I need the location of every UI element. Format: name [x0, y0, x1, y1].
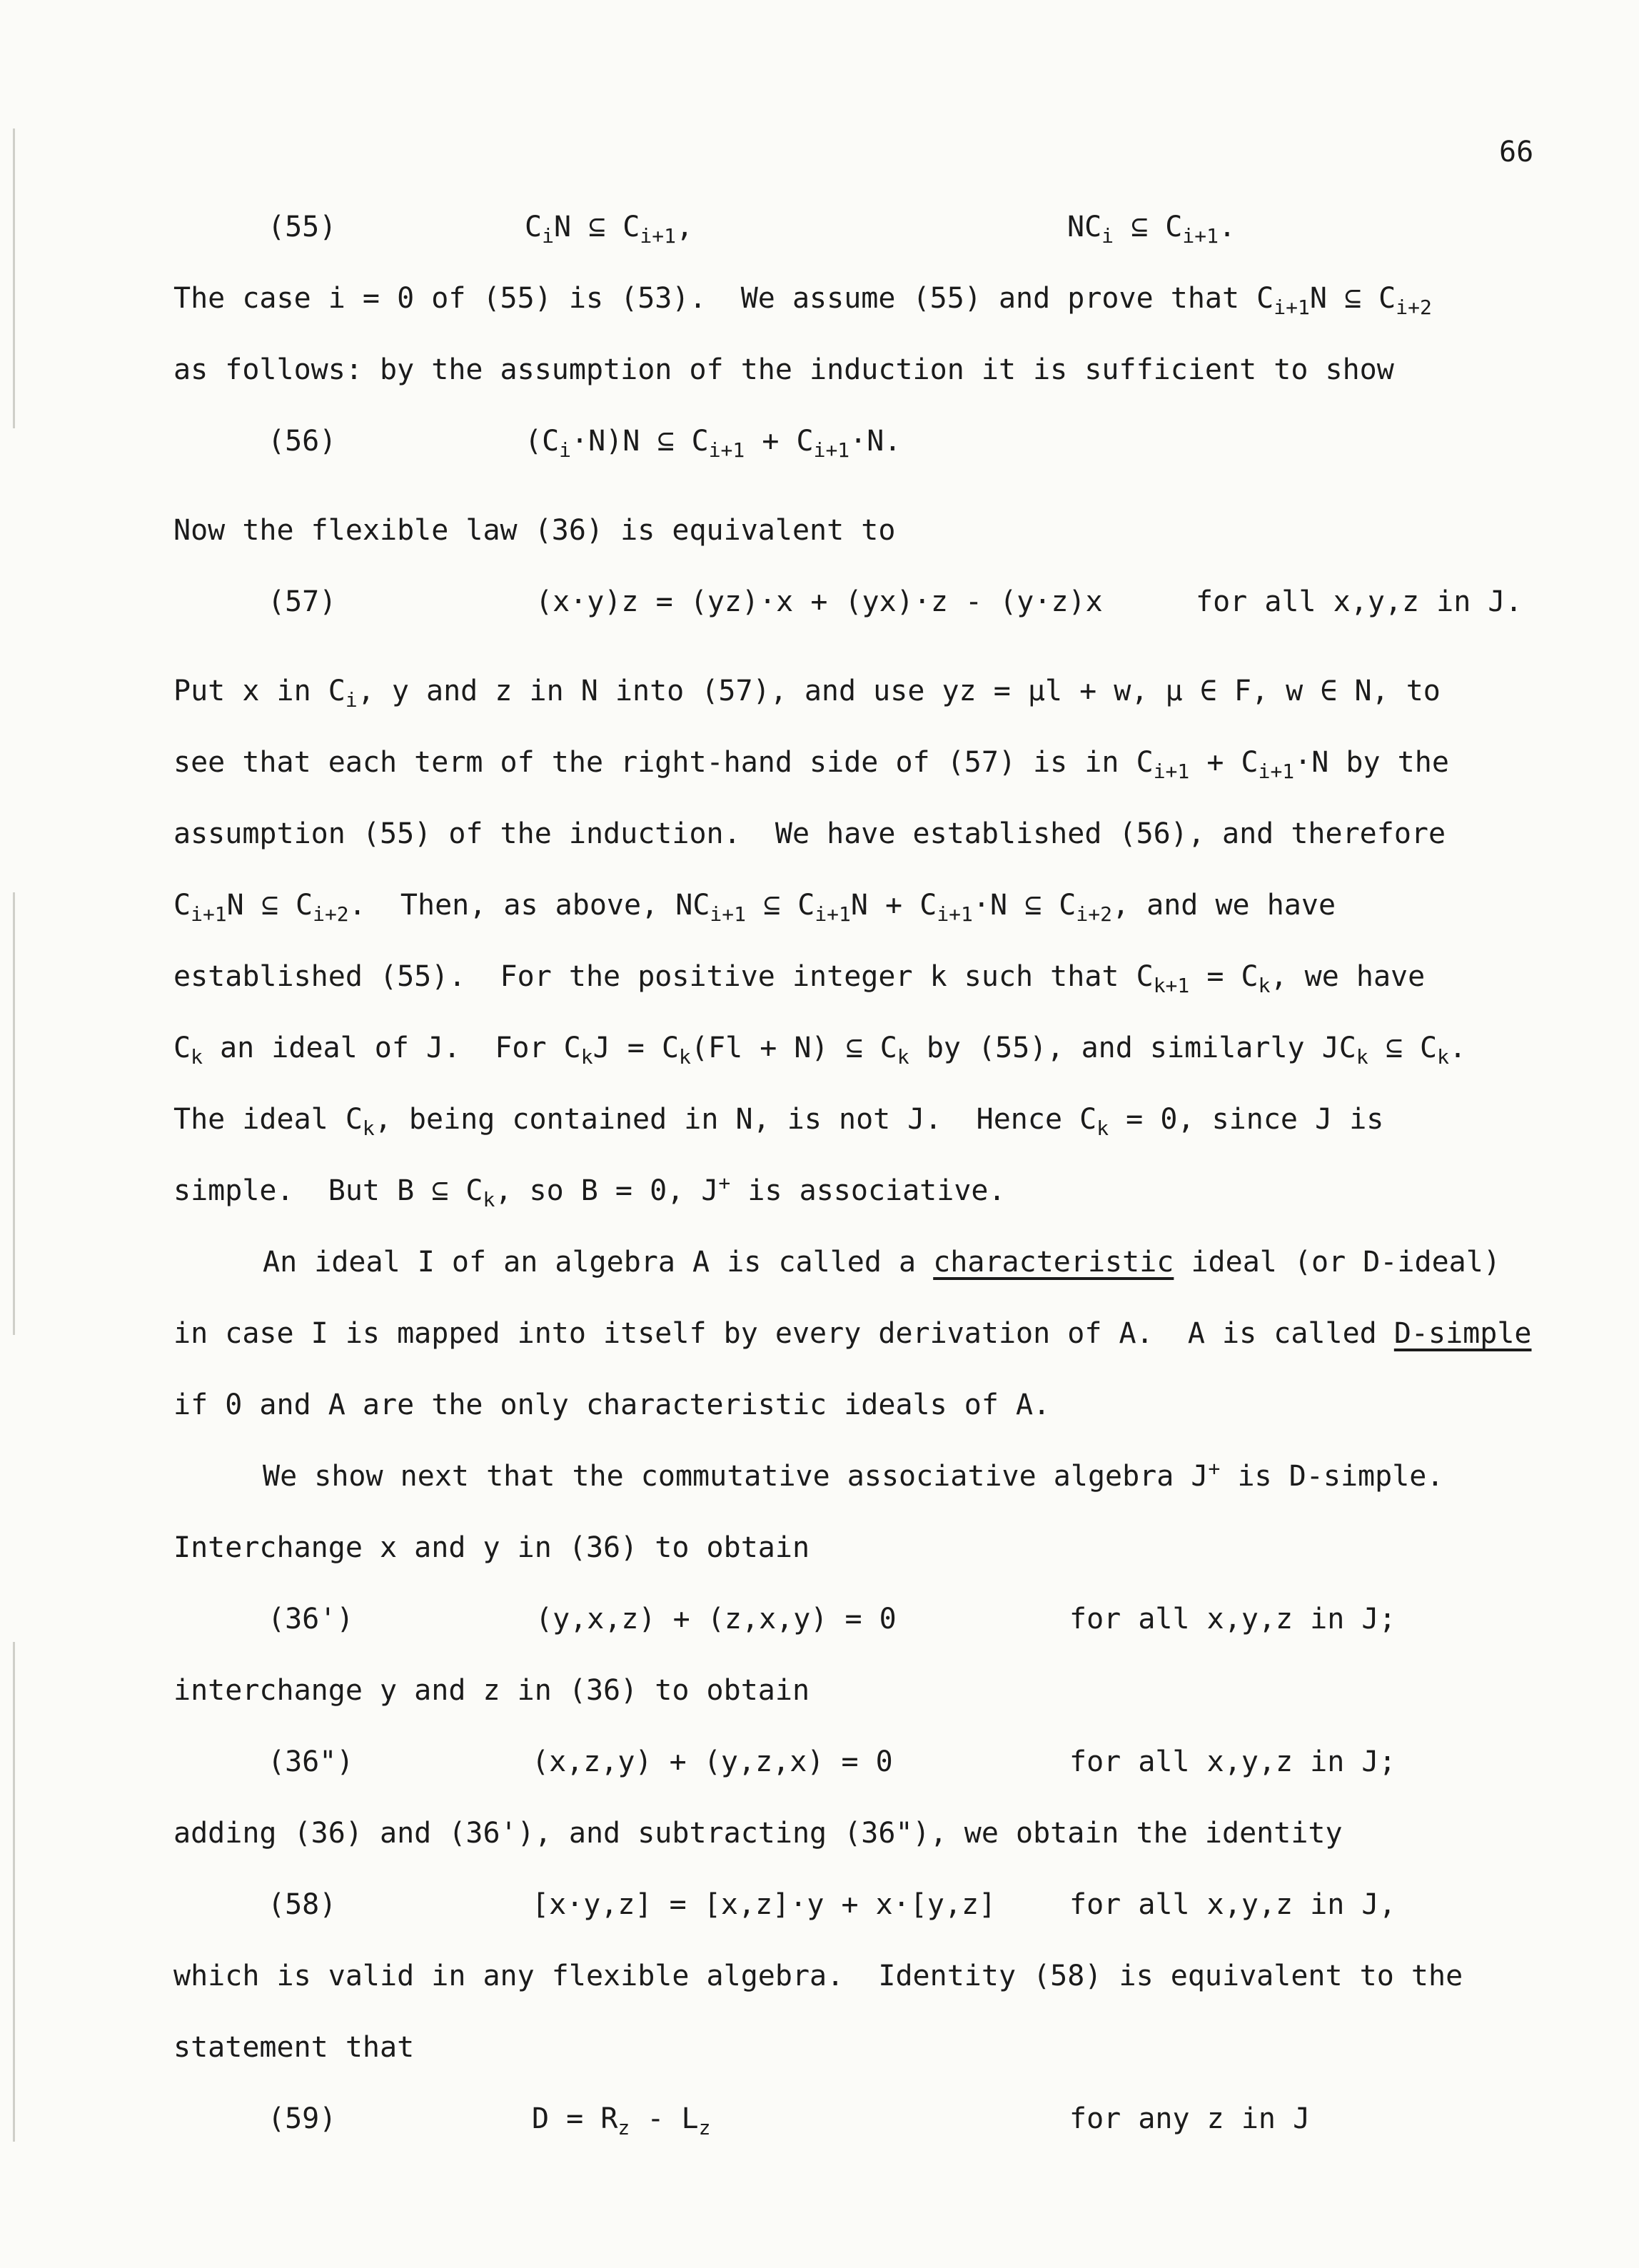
equation-36-prime-condition: for all x,y,z in J;: [1069, 1603, 1396, 1636]
text-line: statement that: [173, 2031, 415, 2064]
equation-label: (36'): [268, 1603, 354, 1636]
scan-edge-mark: [13, 1642, 15, 2142]
equation-label: (57): [268, 585, 337, 618]
equation-36-prime-expr: (y,x,z) + (z,x,y) = 0: [535, 1603, 897, 1636]
equation-58-expr: [x·y,z] = [x,z]·y + x·[y,z]: [532, 1888, 997, 1921]
equation-label: (36"): [268, 1745, 354, 1778]
equation-36-double-prime-expr: (x,z,y) + (y,z,x) = 0: [532, 1745, 893, 1778]
text-line: adding (36) and (36'), and subtracting (36"), we obtain the identity: [173, 1817, 1343, 1850]
text-line: interchange y and z in (36) to obtain: [173, 1674, 810, 1707]
equation-57-condition: for all x,y,z in J.: [1196, 585, 1523, 618]
text-line: which is valid in any flexible algebra. Identity (58) is equivalent to the: [173, 1960, 1463, 1992]
equation-56-expr: $(C_i\cdot N)N$ ⊆ $C_{i+1} + C_{i+1}\cdot N$.: [525, 425, 902, 462]
text-line: as follows: by the assumption of the induction it is sufficient to show: [173, 353, 1394, 386]
equation-label: (56): [268, 425, 337, 458]
text-line: in case I is mapped into itself by every derivation of A. A is called D-simple: [173, 1317, 1532, 1350]
text-line: An ideal I of an algebra A is called a characteristic ideal (or D-ideal): [263, 1246, 1501, 1279]
text-line: simple. But B ⊆ $C_k$, so B = 0, J+ is associative.: [173, 1171, 1006, 1211]
text-line: $C_k$ an ideal of J. For $C_kJ = C_k(Fl + N)$ ⊆ $C_k$ by (55), and similarly $JC_k$ ⊆ $C_k$.: [173, 1032, 1467, 1069]
equation-59-expr: $D = R_z - L_z$: [532, 2102, 711, 2140]
scan-edge-mark: [13, 128, 15, 428]
text-line: We show next that the commutative associative algebra J+ is D-simple.: [263, 1456, 1444, 1493]
text-line: $C_{i+1}N$ ⊆ $C_{i+2}$. Then, as above, $NC_{i+1}$ ⊆ $C_{i+1}N + C_{i+1}\cdot N$ ⊆ $C_{i+2}$, and we have: [173, 889, 1336, 926]
equation-58-condition: for all x,y,z in J,: [1069, 1888, 1396, 1921]
text-line: see that each term of the right-hand side of (57) is in $C_{i+1} + C_{i+1}\cdot N$ by the: [173, 746, 1449, 783]
term-characteristic: characteristic: [933, 1246, 1174, 1279]
equation-55-right: $NC_i$ ⊆ $C_{i+1}$.: [1067, 211, 1236, 248]
equation-55-left: $C_iN$ ⊆ $C_{i+1}$,: [525, 211, 694, 248]
text-line: assumption (55) of the induction. We have established (56), and therefore: [173, 817, 1446, 850]
text-line: Interchange x and y in (36) to obtain: [173, 1531, 810, 1564]
page-number: 66: [1499, 136, 1534, 168]
equation-label: (59): [268, 2102, 337, 2135]
text-line: The case i = 0 of (55) is (53). We assume (55) and prove that $C_{i+1}N$ ⊆ $C_{i+2}$: [173, 282, 1432, 319]
text-line: The ideal $C_k$, being contained in N, is not J. Hence $C_k = 0$, since J is: [173, 1103, 1384, 1140]
equation-57-expr: (x·y)z = (yz)·x + (yx)·z - (y·z)x: [535, 585, 1103, 618]
text-line: Now the flexible law (36) is equivalent to: [173, 514, 896, 547]
equation-36-double-prime-condition: for all x,y,z in J;: [1069, 1745, 1396, 1778]
text-line: if 0 and A are the only characteristic ideals of A.: [173, 1388, 1051, 1421]
text-line: Put x in $C_i$, y and z in N into (57), and use yz = μl + w, μ ∈ F, w ∈ N, to: [173, 675, 1441, 712]
scan-edge-mark: [13, 892, 15, 1335]
equation-label: (58): [268, 1888, 337, 1921]
text-line: established (55). For the positive integer k such that $C_{k+1} = C_k$, we have: [173, 960, 1426, 997]
equation-59-condition: for any z in J: [1069, 2102, 1311, 2135]
term-d-simple: D-simple: [1393, 1317, 1532, 1350]
equation-label: (55): [268, 211, 337, 243]
